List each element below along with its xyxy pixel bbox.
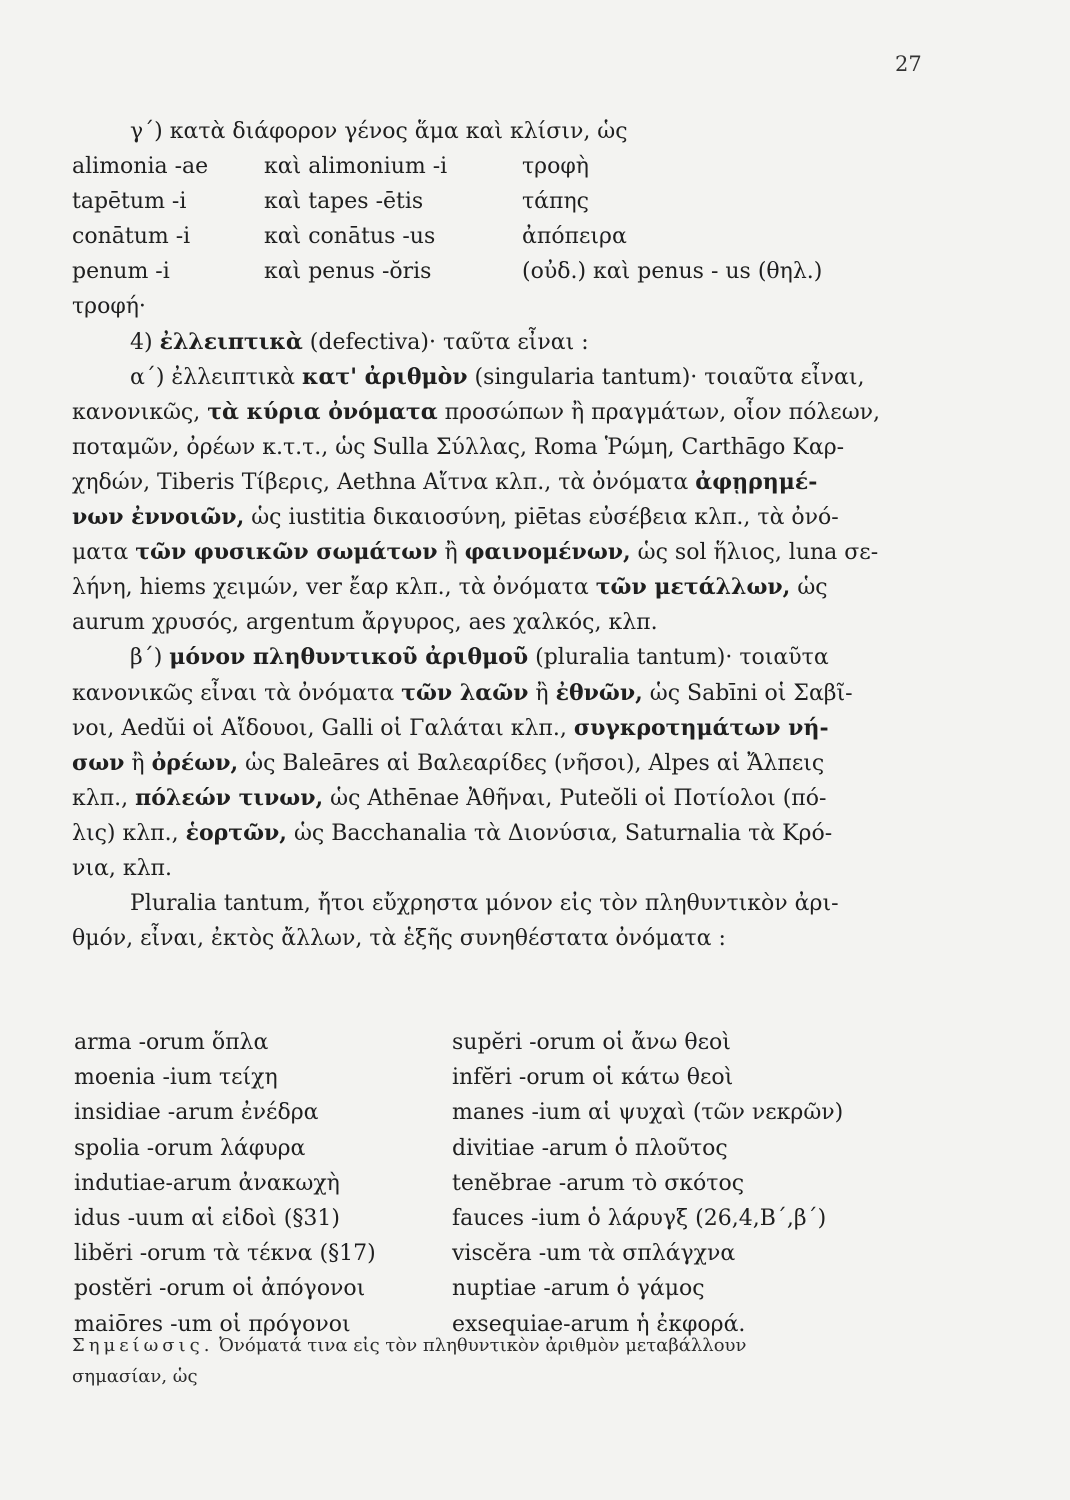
text-run: ἢ (437, 540, 465, 566)
text-run: νια, κλπ. (72, 855, 172, 881)
paragraph-line (72, 360, 942, 395)
pluralia-intro-line: Pluralia tantum, ἤτοι εὔχρηστα μόνον εἰς τὸν πληθυντικὸν ἀρι- (130, 891, 839, 917)
variant-row (72, 184, 942, 219)
list-item (74, 1201, 954, 1236)
list-item (74, 1271, 954, 1306)
bold-term: φαινομένων, (464, 539, 631, 566)
text-run: ἢ (528, 680, 556, 706)
variant-row (72, 254, 942, 289)
bold-term: τῶν μετάλλων, (595, 574, 791, 601)
variant-greek: ἀπόπειρα (522, 224, 627, 250)
list-item (74, 1131, 954, 1166)
bold-term: ἐλλειπτικὰ (159, 328, 303, 355)
text-run: λήνη, hiems χειμών, ver ἔαρ κλπ., τὰ ὀνόματα (72, 575, 596, 601)
list-left: arma -orum ὅπλα (74, 1030, 269, 1055)
variant-latin-1: tapētum -i (72, 189, 187, 215)
bold-term: σων (72, 749, 125, 776)
bold-term: κατ' ἀριθμὸν (302, 363, 468, 390)
paragraph-line (72, 570, 942, 605)
footnote (72, 1330, 952, 1392)
list-left: postĕri -orum οἱ ἀπόγονοι (74, 1276, 366, 1302)
list-left: insidiae -arum ἐνέδρα (74, 1100, 319, 1126)
bold-term: συγκροτημάτων νή- (573, 714, 829, 741)
variant-greek: (οὐδ.) καὶ penus - us (θηλ.) (522, 259, 823, 285)
intro-line: γ΄) κατὰ διάφορον γένος ἅμα καὶ κλίσιν, ὡς (130, 119, 628, 144)
paragraph-line (72, 746, 942, 781)
list-left: idus -uum αἱ εἰδοὶ (§31) (74, 1205, 340, 1231)
variant-latin-2: καὶ alimonium -i (264, 154, 448, 180)
paragraph-line (72, 640, 942, 675)
text-run: ὡς sol ἥλιος, luna σε- (630, 540, 879, 566)
text-run: α΄) ἐλλειπτικὰ (130, 364, 303, 390)
text-run: προσώπων ἢ πραγμάτων, οἷον πόλεων, (437, 399, 881, 425)
bold-term: ἀφῃρημέ- (695, 468, 818, 495)
text-run: κλπ., (72, 785, 136, 811)
text-run: ὡς Baleāres αἱ Βαλεαρίδες (νῆσοι), Alpes αἱ Ἄλπεις (238, 750, 825, 776)
list-item (74, 1060, 954, 1095)
paragraph-line (72, 781, 942, 816)
text-run: ποταμῶν, ὀρέων κ.τ.τ., ὡς Sulla Σύλλας, Roma Ῥώμη, Carthāgo Καρ- (72, 434, 845, 460)
paragraph-line (72, 325, 942, 360)
paragraph-line (72, 711, 942, 746)
text-run: ὡς Sabīni οἱ Σαβῖ- (642, 680, 853, 706)
bold-term: ἐθνῶν, (555, 679, 643, 706)
paragraph-line (72, 676, 942, 711)
variant-row (72, 219, 942, 254)
variant-latin-1: alimonia -ae (72, 154, 209, 180)
list-right: exsequiae-arum ἡ ἐκφορά. (452, 1311, 746, 1337)
paragraph-line (72, 816, 942, 851)
variant-row (72, 149, 942, 184)
paragraph-line (72, 535, 942, 570)
list-left: indutiae-arum ἀνακωχὴ (74, 1170, 340, 1196)
list-right: viscĕra -um τὰ σπλάγχνα (452, 1241, 736, 1267)
footnote-line (72, 1330, 952, 1361)
text-run: λις) κλπ., (72, 820, 186, 846)
page-number: 27 (895, 52, 922, 76)
variant-greek: τάπης (522, 189, 589, 215)
list-item (74, 1095, 954, 1130)
text-run: ματα (72, 540, 136, 566)
paragraph-line (72, 605, 942, 640)
pluralia-intro-line: θμόν, εἶναι, ἐκτὸς ἄλλων, τὰ ἑξῆς συνηθέστατα ὀνόματα : (72, 926, 726, 952)
text-run: νοι, Aedŭi οἱ Αἴδουοι, Galli οἱ Γαλάται κλπ., (72, 715, 574, 741)
bold-term: ὀρέων, (151, 749, 239, 776)
list-item (74, 1025, 954, 1060)
variant-latin-1: conātum -i (72, 224, 191, 250)
paragraph-line (72, 395, 942, 430)
list-right: nuptiae -arum ὁ γάμος (452, 1276, 705, 1302)
list-right: fauces -ium ὁ λάρυγξ (26,4,B΄,β΄) (452, 1205, 827, 1231)
list-item (74, 1166, 954, 1201)
bold-term: τῶν λαῶν (401, 679, 529, 706)
list-right: infĕri -orum οἱ κάτω θεοὶ (452, 1065, 734, 1091)
variant-latin-2: καὶ tapes -ētis (264, 189, 424, 215)
text-run: χηδών, Tiberis Τίβερις, Aethna Αἴτνα κλπ., τὰ ὀνόματα (72, 469, 696, 495)
text-run: (pluralia tantum)· τοιαῦτα (528, 645, 829, 671)
variant-latin-2: καὶ penus -ŏris (264, 259, 432, 285)
text-run: aurum χρυσός, argentum ἄργυρος, aes χαλκός, κλπ. (72, 610, 658, 636)
text-run: 4) (130, 329, 160, 355)
list-right: supĕri -orum οἱ ἄνω θεοὶ (452, 1030, 731, 1055)
list-left: moenia -ium τείχη (74, 1065, 278, 1091)
list-left: maiōres -um οἱ πρόγονοι (74, 1311, 351, 1337)
bold-term: μόνον πληθυντικοῦ ἀριθμοῦ (169, 644, 529, 671)
bold-term: πόλεών τινων, (135, 784, 324, 811)
footnote-text: Ὀνόματά τινα εἰς τὸν πληθυντικὸν ἀριθμὸν μεταβάλλουν (219, 1335, 747, 1356)
bold-term: ἑορτῶν, (185, 819, 287, 846)
text-run: (defectiva)· ταῦτα εἶναι : (302, 329, 589, 355)
list-item (74, 1236, 954, 1271)
paragraph-line (72, 465, 942, 500)
footnote-line: σημασίαν, ὡς (72, 1366, 198, 1387)
variants-tail: τροφή· (72, 294, 146, 320)
paragraph-line (72, 851, 942, 886)
text-run: β΄) (130, 645, 170, 671)
main-text (72, 114, 942, 956)
list-right: tenĕbrae -arum τὸ σκότος (452, 1170, 745, 1196)
list-right: manes -ium αἱ ψυχαὶ (τῶν νεκρῶν) (452, 1100, 844, 1126)
bold-term: τῶν φυσικῶν σωμάτων (135, 539, 438, 566)
paragraph-line (72, 500, 942, 535)
paragraph-line (72, 430, 942, 465)
text-run: ἢ (124, 750, 152, 776)
text-run: ὡς Athēnae Ἀθῆναι, Puteŏli οἱ Ποτίολοι (πό- (323, 785, 827, 811)
text-run: ὡς Bacchanalia τὰ Διονύσια, Saturnalia τὰ Κρό- (286, 820, 833, 846)
variant-latin-1: penum -i (72, 259, 170, 285)
list-right: divitiae -arum ὁ πλοῦτος (452, 1135, 728, 1161)
text-run: κανονικῶς, (72, 399, 208, 425)
bold-term: τὰ κύρια ὀνόματα (207, 398, 438, 425)
bold-term: νων ἐννοιῶν, (72, 504, 245, 531)
variant-greek: τροφὴ (522, 154, 589, 180)
word-list (74, 1025, 954, 1342)
text-run: κανονικῶς εἶναι τὰ ὀνόματα (72, 680, 402, 706)
text-run: ὡς iustitia δικαιοσύνη, piētas εὐσέβεια κλπ., τὰ ὀνό- (244, 505, 839, 531)
variant-latin-2: καὶ conātus -us (264, 224, 436, 250)
text-run: ὡς (790, 575, 828, 601)
list-left: libĕri -orum τὰ τέκνα (§17) (74, 1241, 376, 1267)
footnote-label: Σημείωσις. (72, 1335, 214, 1356)
list-left: spolia -orum λάφυρα (74, 1135, 306, 1161)
text-run: (singularia tantum)· τοιαῦτα εἶναι, (467, 364, 865, 390)
